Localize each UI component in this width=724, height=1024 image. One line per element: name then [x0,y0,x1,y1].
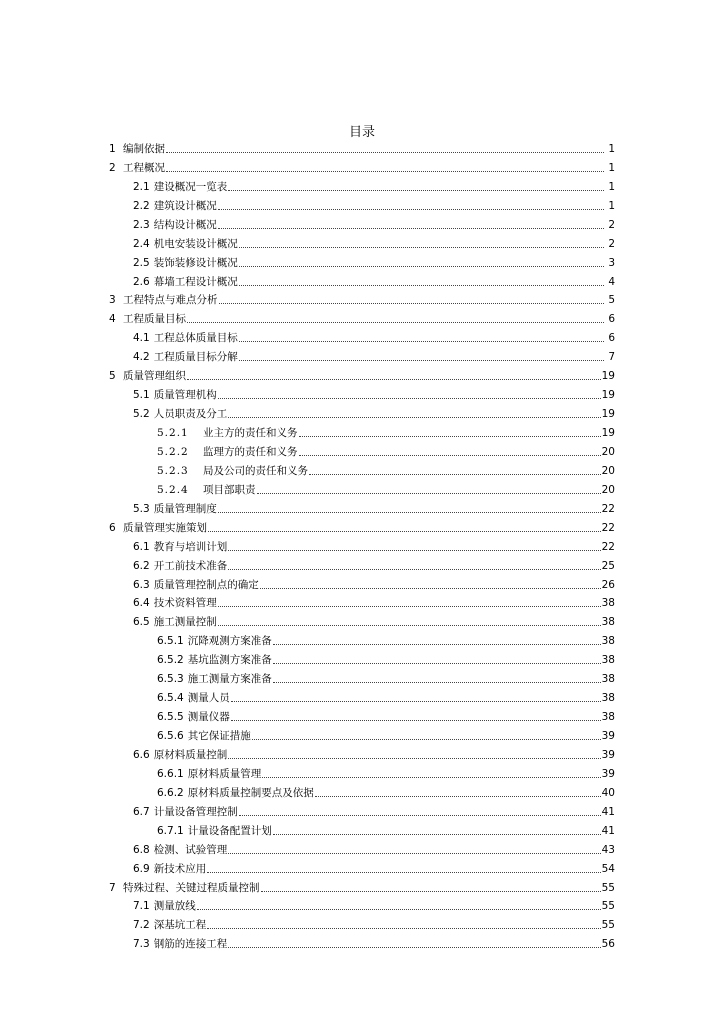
toc-dot-leader [273,682,601,683]
toc-entry-title: 装饰装修设计概况 [153,256,238,269]
toc-entry[interactable] [109,535,615,554]
toc-entry-page: 40 [601,786,615,799]
toc-dot-leader [228,947,600,948]
toc-entry-title: 机电安装设计概况 [153,237,238,250]
toc-entry-title: 编制依据 [123,142,165,155]
toc-entry-title: 质量管理制度 [153,502,217,515]
toc-dot-leader [239,285,604,286]
toc-dot-leader [239,266,604,267]
toc-entry-number: 2.3 [133,218,150,231]
toc-entry-title: 测量人员 [187,692,230,705]
toc-entry-title: 局及公司的责任和义务 [203,464,308,477]
toc-entry-number: 6.6 [133,748,150,761]
toc-entry-title: 技术资料管理 [153,597,217,610]
toc-entry-title: 检测、试验管理 [153,843,228,856]
toc-entry-page: 54 [601,862,615,875]
toc-entry[interactable] [109,440,615,459]
toc-entry-number: 6.6.1 [157,767,184,780]
toc-entry-title: 计量设备管理控制 [153,805,238,818]
toc-entry-page: 38 [601,597,615,610]
toc-entry-title: 计量设备配置计划 [187,824,272,837]
toc-entry-page: 1 [608,161,615,174]
toc-entry[interactable] [109,497,615,516]
toc-entry-number: 4.1 [133,332,150,345]
toc-entry-number: 5.3 [133,502,150,515]
toc-entry-title: 其它保证措施 [187,730,251,742]
toc-dot-leader [228,190,604,191]
toc-entry-page: 20 [601,464,615,477]
toc-entry-title: 施工测量控制 [153,616,217,629]
toc-dot-leader [218,209,604,210]
toc-entry-title: 监理方的责任和义务 [203,445,298,458]
toc-dot-leader [166,171,604,172]
toc-entry-number: 6.2 [133,559,150,572]
toc-entry[interactable] [109,554,615,573]
toc-dot-leader [309,474,601,475]
toc-entry-title: 质量管理机构 [153,389,217,402]
toc-entry-title: 新技术应用 [153,862,207,875]
toc-entry-title: 测量仪器 [187,711,230,724]
toc-entry-number: 6.5.3 [157,673,184,686]
toc-entry-page: 7 [608,351,615,364]
toc-entry-title: 项目部职责 [203,483,256,496]
toc-entry-page: 20 [601,483,615,496]
toc-entry-title: 建设概况一览表 [153,180,228,193]
toc-entry-title: 质量管理组织 [123,370,186,383]
toc-dot-leader [228,853,600,854]
toc-dot-leader [252,739,601,740]
toc-entry[interactable] [109,705,615,724]
toc-entry-page: 55 [601,900,615,913]
toc-entry-title: 人员职责及分工 [153,408,228,421]
toc-entry-page: 39 [601,767,615,780]
toc-entry-page: 2 [608,237,615,250]
toc-entry[interactable] [109,573,615,592]
toc-entry[interactable] [109,364,615,383]
toc-entry-page: 41 [601,805,615,818]
toc-entry[interactable] [109,648,615,667]
toc-entry-number: 5.2.2 [157,445,189,458]
toc-entry[interactable] [109,819,615,838]
toc-entry-title: 建筑设计概况 [153,199,217,212]
toc-entry-title: 基坑监测方案准备 [187,654,272,667]
toc-entry-page: 38 [601,673,615,686]
toc-entry-page: 56 [601,938,615,951]
toc-entry-number: 7 [109,881,116,894]
toc-entry-page: 25 [601,559,615,572]
toc-entry[interactable] [109,213,615,232]
toc-entry-page: 5 [608,294,615,307]
toc-dot-leader [228,758,600,759]
toc-dot-leader [219,303,605,304]
toc-entry[interactable] [109,345,615,364]
toc-entry[interactable] [109,156,615,175]
toc-entry-number: 2.2 [133,199,150,212]
toc-entry[interactable] [109,876,615,895]
toc-entry-number: 6.5 [133,616,150,629]
toc-entry-number: 5.2 [133,408,150,421]
toc-dot-leader [262,777,600,778]
toc-entry-page: 19 [601,389,615,402]
toc-entry-number: 6.4 [133,597,150,610]
toc-dot-leader [231,701,601,702]
toc-entry-title: 质量管理实施策划 [123,521,207,534]
toc-entry-number: 2.1 [133,180,150,193]
toc-entry-page: 41 [601,824,615,837]
toc-dot-leader [228,569,600,570]
toc-entry[interactable] [109,895,615,914]
toc-entry-title: 原材料质量控制要点及依据 [187,786,314,799]
toc-entry-page: 38 [601,616,615,629]
toc-entry-title: 钢筋的连接工程 [153,938,228,951]
toc-entry-page: 6 [608,332,615,345]
toc-dot-leader [187,322,604,323]
toc-dot-leader [208,531,601,532]
toc-entry[interactable] [109,667,615,686]
toc-entry-number: 6.6.2 [157,786,184,799]
toc-entry-number: 2.5 [133,256,150,269]
toc-entry-number: 6.8 [133,843,150,856]
toc-entry[interactable] [109,383,615,402]
toc-dot-leader [273,644,601,645]
toc-entry[interactable] [109,610,615,629]
toc-entry-number: 6.5.6 [157,730,184,742]
toc-entry-page: 4 [608,275,615,288]
toc-entry-number: 6.1 [133,540,150,553]
toc-entry-title: 特殊过程、关键过程质量控制 [123,881,260,894]
toc-entry-page: 22 [601,540,615,553]
toc-entry-page: 2 [608,218,615,231]
toc-dot-leader [228,417,600,418]
toc-entry[interactable] [109,592,615,611]
toc-entry-title: 结构设计概况 [153,218,217,231]
toc-entry-title: 原材料质量管理 [187,767,262,780]
toc-dot-leader [218,228,604,229]
toc-dot-leader [218,512,601,513]
toc-entry-title: 原材料质量控制 [153,748,228,761]
toc-entry-title: 工程概况 [123,161,165,174]
toc-dot-leader [207,872,600,873]
toc-dot-leader [257,493,601,494]
toc-entry[interactable] [109,724,615,743]
toc-dot-leader [299,436,601,437]
toc-dot-leader [166,152,604,153]
toc-entry-number: 3 [109,294,116,307]
toc-entry-number: 4 [109,313,116,326]
toc-entry-page: 39 [601,748,615,761]
toc-entry-title: 沉降观测方案准备 [187,635,272,648]
toc-entry-number: 5.2.1 [157,427,189,439]
toc-entry-title: 工程总体质量目标 [153,332,238,345]
toc-entry-page: 38 [601,711,615,724]
toc-entry-title: 测量放线 [153,900,196,913]
toc-entry[interactable] [109,232,615,251]
toc-entry-page: 22 [601,521,615,534]
toc-entry-page: 20 [601,445,615,458]
toc-entry-number: 6.3 [133,578,150,591]
toc-entry[interactable] [109,175,615,194]
toc-entry-number: 6.9 [133,862,150,875]
toc-dot-leader [207,928,600,929]
toc-dot-leader [273,663,601,664]
toc-entry[interactable] [109,459,615,478]
toc-entry-page: 38 [601,635,615,648]
toc-entry-page: 1 [608,180,615,193]
toc-entry-page: 26 [601,578,615,591]
toc-entry-number: 6.5.2 [157,654,184,667]
toc-entry[interactable] [109,838,615,857]
toc-entry-page: 19 [601,427,615,439]
toc-dot-leader [187,379,601,380]
toc-entry-page: 55 [601,881,615,894]
toc-entry-page: 6 [608,313,615,326]
toc-entry-number: 5.1 [133,389,150,402]
toc-entry-page: 43 [601,843,615,856]
toc-entry-number: 5 [109,370,116,383]
toc-entry-page: 39 [601,730,615,742]
toc-entry-page: 3 [608,256,615,269]
toc-entry[interactable] [109,326,615,345]
toc-entry-number: 7.3 [133,938,150,951]
toc-entry[interactable] [109,781,615,800]
toc-entry[interactable] [109,762,615,781]
toc-entry-page: 55 [601,919,615,932]
toc-entry[interactable] [109,194,615,213]
toc-dot-leader [218,398,601,399]
toc-entry-page: 1 [608,142,615,155]
toc-entry[interactable] [109,478,615,497]
toc-entry-title: 幕墙工程设计概况 [153,275,238,288]
toc-entry[interactable] [109,516,615,535]
toc-entry-number: 4.2 [133,351,150,364]
toc-entry-number: 6 [109,521,116,534]
toc-entry[interactable] [109,932,615,951]
toc-entry-number: 7.2 [133,919,150,932]
toc-entry-number: 2 [109,161,116,174]
toc-entry-number: 6.7.1 [157,824,184,837]
toc-dot-leader [315,796,601,797]
toc-entry-number: 6.5.4 [157,692,184,705]
toc-dot-leader [231,720,601,721]
toc-entry-title: 施工测量方案准备 [187,673,272,686]
toc-entry-number: 7.1 [133,900,150,913]
toc-entry[interactable] [109,743,615,762]
toc-entry-number: 6.5.5 [157,711,184,724]
toc-entry[interactable] [109,857,615,876]
toc-entry-page: 38 [601,692,615,705]
toc-entry-number: 5.2.3 [157,464,189,477]
toc-entry-page: 19 [601,370,615,383]
toc-entry[interactable] [109,307,615,326]
toc-dot-leader [239,341,604,342]
toc-entry-page: 19 [601,408,615,421]
toc-entry[interactable] [109,629,615,648]
toc-title: 目录 [348,125,375,140]
toc-entry[interactable] [109,421,615,440]
toc-dot-leader [218,625,601,626]
toc-entry[interactable] [109,137,615,156]
toc-entry[interactable] [109,686,615,705]
toc-dot-leader [218,606,601,607]
toc-entry-number: 2.4 [133,237,150,250]
toc-dot-leader [299,455,601,456]
toc-dot-leader [239,247,604,248]
toc-entry[interactable] [109,251,615,270]
toc-dot-leader [228,550,600,551]
toc-entry[interactable] [109,270,615,289]
toc-entry-title: 教育与培训计划 [153,540,228,553]
toc-entry-number: 5.2.4 [157,483,189,496]
toc-entry[interactable] [109,402,615,421]
toc-dot-leader [197,909,601,910]
toc-dot-leader [261,891,601,892]
toc-entry[interactable] [109,800,615,819]
toc-dot-leader [239,815,601,816]
toc-entry-page: 22 [601,502,615,515]
toc-entry-title: 工程质量目标分解 [153,351,238,364]
toc-entry-title: 开工前技术准备 [153,559,228,572]
toc-entry-number: 6.5.1 [157,635,184,648]
toc-entry-title: 工程质量目标 [123,313,186,326]
toc-entry-title: 业主方的责任和义务 [203,427,298,439]
toc-dot-leader [260,588,601,589]
toc-entry[interactable] [109,913,615,932]
toc-entry-title: 工程特点与难点分析 [123,294,218,307]
toc-dot-leader [273,834,601,835]
toc-entry-number: 1 [109,142,116,155]
toc-entry-title: 质量管理控制点的确定 [153,578,259,591]
toc-entry-title: 深基坑工程 [153,919,207,932]
toc-entry-page: 1 [608,199,615,212]
toc-entry[interactable] [109,289,615,308]
toc-entry-page: 38 [601,654,615,667]
toc-dot-leader [239,360,604,361]
toc-list [109,137,615,951]
toc-entry-number: 6.7 [133,805,150,818]
toc-entry-number: 2.6 [133,275,150,288]
